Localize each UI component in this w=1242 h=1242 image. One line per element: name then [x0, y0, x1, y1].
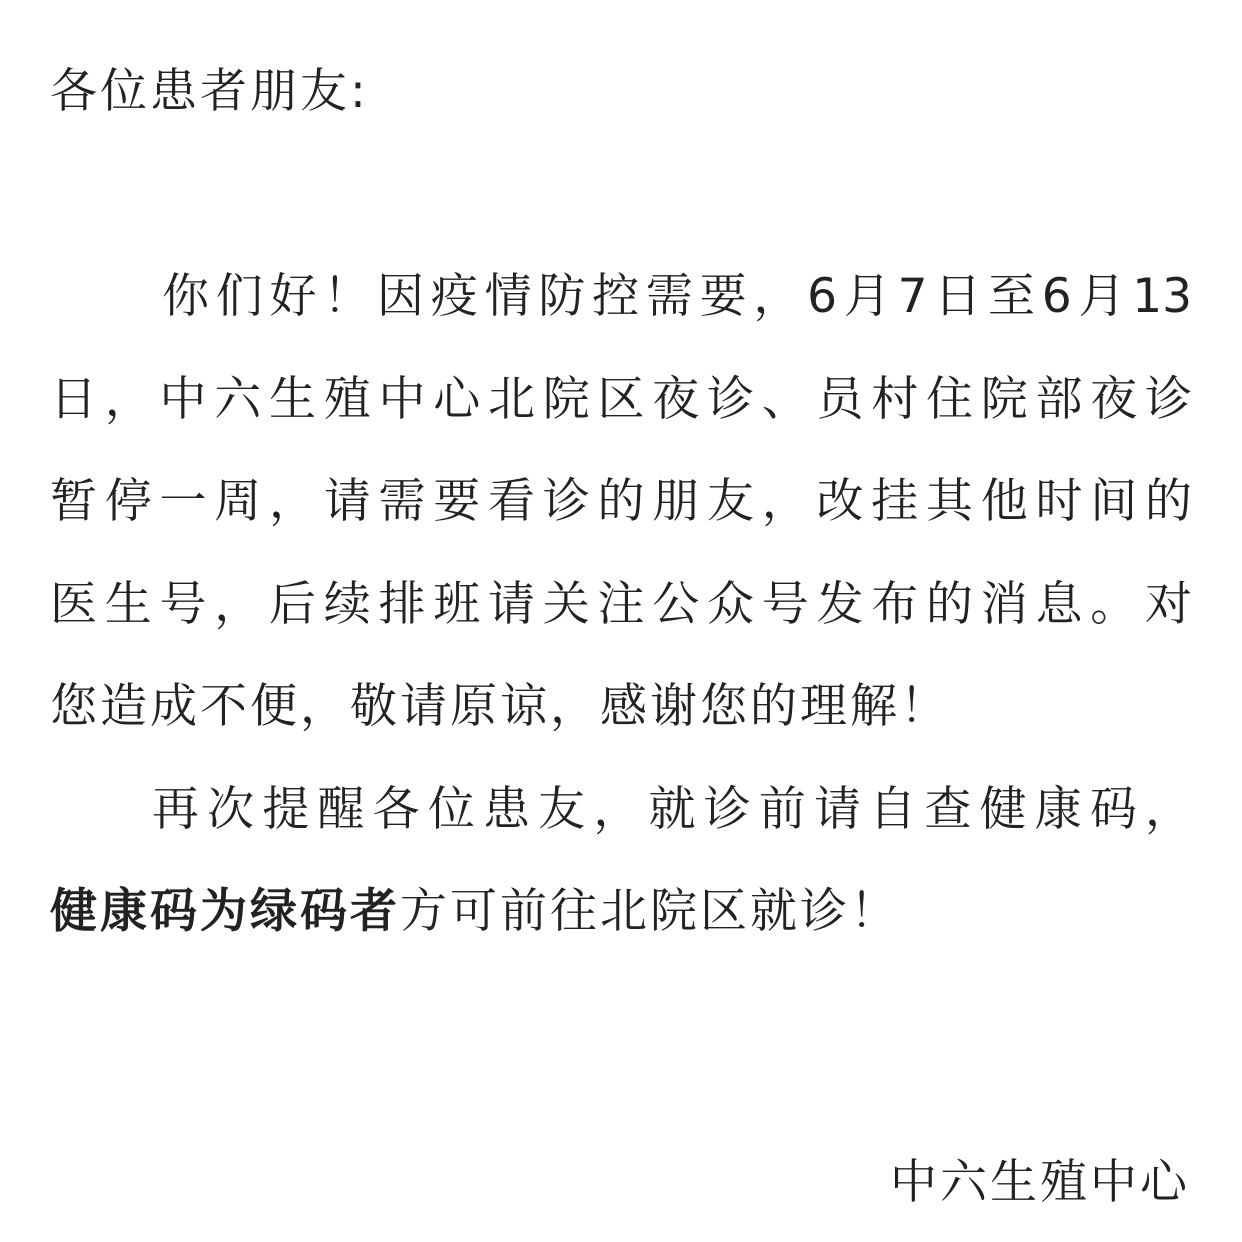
paragraph-2-line-2-rest: 方可前往北院区就诊！ — [400, 884, 900, 939]
paragraph-1-line-5: 您造成不便，敬请原谅，感谢您的理解！ — [50, 679, 950, 734]
signature: 中六生殖中心 — [890, 1155, 1190, 1210]
paragraph-1-line-4: 医生号，后续排班请关注公众号发布的消息。对 — [50, 577, 1192, 632]
paragraph-1-line-1: 你们好！因疫情防控需要，6月7日至6月13 — [162, 269, 1192, 324]
paragraph-2-line-1: 再次提醒各位患友，就诊前请自查健康码， — [152, 782, 1192, 837]
paragraph-1-line-2: 日，中六生殖中心北院区夜诊、员村住院部夜诊 — [50, 372, 1192, 427]
paragraph-2-line-2 — [50, 882, 1192, 942]
salutation: 各位患者朋友: — [50, 64, 369, 119]
paragraph-1-line-3: 暂停一周，请需要看诊的朋友，改挂其他时间的 — [50, 474, 1192, 529]
green-code-emphasis: 健康码为绿码者 — [50, 884, 400, 939]
